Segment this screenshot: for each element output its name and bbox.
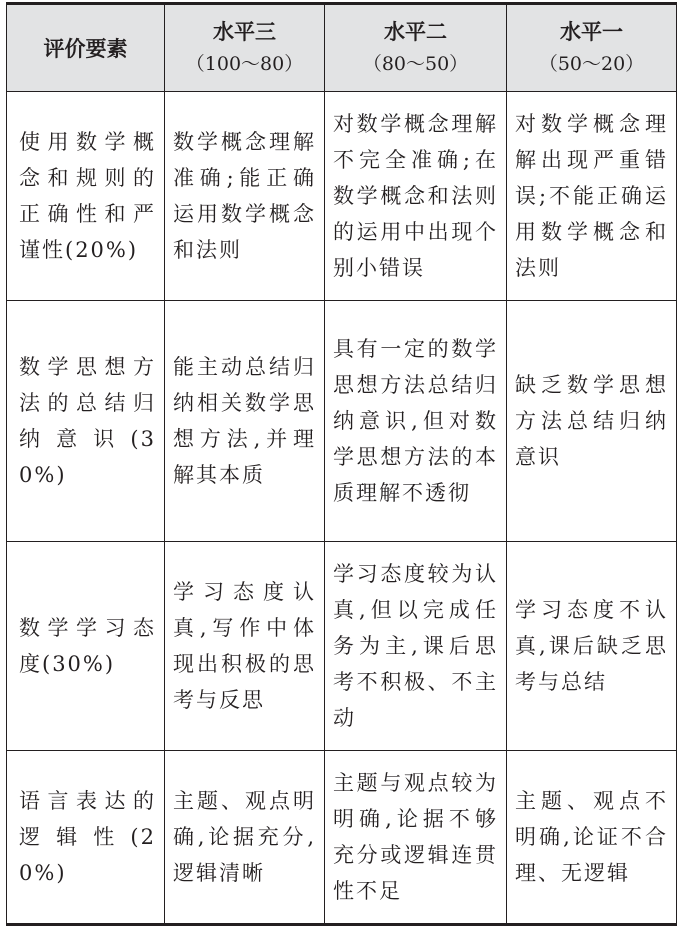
cell-level-2: 对数学概念理解不完全准确;在数学概念和法则的运用中出现个别小错误 [325, 92, 507, 301]
header-level-1-range: （50～20） [538, 53, 645, 75]
header-level-3-range: （100～80） [185, 53, 304, 75]
row-label: 数学思想方法的总结归纳意识(30%) [7, 301, 165, 542]
header-row [7, 4, 677, 92]
row-label: 使用数学概念和规则的正确性和严谨性(20%) [7, 92, 165, 301]
cell-level-3: 学习态度认真,写作中体现出积极的思考与反思 [165, 542, 325, 751]
cell-level-1: 学习态度不认真,课后缺乏思考与总结 [507, 542, 677, 751]
cell-level-2: 学习态度较为认真,但以完成任务为主,课后思考不积极、不主动 [325, 542, 507, 751]
header-level-3-title: 水平三 [213, 20, 276, 44]
header-level-1 [507, 4, 677, 92]
row-label: 数学学习态度(30%) [7, 542, 165, 751]
table-row [7, 301, 677, 542]
cell-level-3: 能主动总结归纳相关数学思想方法,并理解其本质 [165, 301, 325, 542]
evaluation-table [6, 2, 677, 926]
cell-level-3: 主题、观点明确,论据充分,逻辑清晰 [165, 751, 325, 925]
cell-level-3: 数学概念理解准确;能正确运用数学概念和法则 [165, 92, 325, 301]
row-label: 语言表达的逻辑性(20%) [7, 751, 165, 925]
cell-level-1: 缺乏数学思想方法总结归纳意识 [507, 301, 677, 542]
cell-level-2: 主题与观点较为明确,论据不够充分或逻辑连贯性不足 [325, 751, 507, 925]
table-row [7, 542, 677, 751]
table-row [7, 751, 677, 925]
cell-level-1: 主题、观点不明确,论证不合理、无逻辑 [507, 751, 677, 925]
table-row [7, 92, 677, 301]
header-level-2-title: 水平二 [384, 20, 447, 44]
header-level-2-range: （80～50） [362, 53, 469, 75]
header-level-3 [165, 4, 325, 92]
header-element-label: 评价要素 [43, 37, 128, 61]
header-level-1-title: 水平一 [560, 20, 623, 44]
header-element [7, 4, 165, 92]
cell-level-1: 对数学概念理解出现严重错误;不能正确运用数学概念和法则 [507, 92, 677, 301]
cell-level-2: 具有一定的数学思想方法总结归纳意识,但对数学思想方法的本质理解不透彻 [325, 301, 507, 542]
header-level-2 [325, 4, 507, 92]
